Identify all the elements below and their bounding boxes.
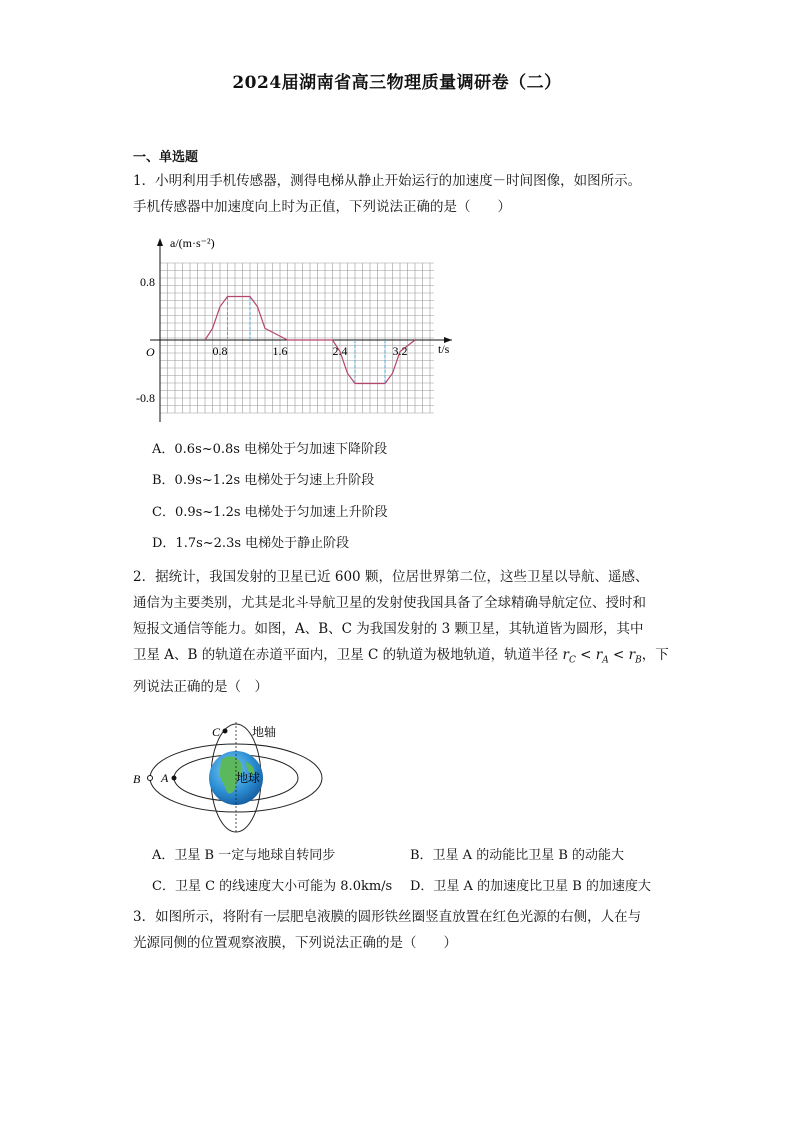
x-tick-label: 1.6 [272,344,288,358]
section-title: 一、单选题 [133,150,199,165]
q1-option-b[interactable]: B．0.9s~1.2s 电梯处于匀速上升阶段 [152,473,375,488]
satellite-c-dot [223,729,228,734]
label-a: A [161,771,169,785]
q2-stem [133,564,673,700]
q2-option-b[interactable]: B．卫星 A 的动能比卫星 B 的动能大 [410,848,625,863]
q3-line-1: 3．如图所示，将附有一层肥皂液膜的圆形铁丝圈竖直放置在红色光源的右侧，人在与 [133,909,642,925]
label-b: B [133,772,141,786]
q2-line-4b: ，下 [641,647,669,663]
q2-line-4: 卫星 A、B 的轨道在赤道平面内，卫星 C 的轨道为极地轨道，轨道半径 $r_C < r_A < r_B$，下 [133,647,669,666]
x-tick-label: 2.4 [332,344,348,358]
x-tick-label: 3.2 [392,344,408,358]
label-earth: 地球 [236,771,261,785]
q1-line-2: 手机传感器中加速度向上时为正值，下列说法正确的是（ ） [133,199,511,215]
q2-option-d[interactable]: D．卫星 A 的加速度比卫星 B 的加速度大 [410,879,651,894]
y-axis-arrow [157,238,163,246]
q2-orbit-diagram [128,720,328,836]
q2-line-3: 短报文通信等能力。如图，A、B、C 为我国发射的 3 颗卫星，其轨道皆为圆形，其中 [133,621,644,637]
q2-line-4a: 卫星 A、B 的轨道在赤道平面内，卫星 C 的轨道为极地轨道，轨道半径 [133,647,563,663]
q1-option-c[interactable]: C．0.9s~1.2s 电梯处于匀加速上升阶段 [152,505,388,520]
satellite-b-dot [148,776,153,781]
label-axis: 地轴 [252,725,277,739]
q3-stem [133,904,673,956]
q1-option-d[interactable]: D．1.7s~2.3s 电梯处于静止阶段 [152,536,350,551]
origin-label: O [146,345,155,359]
q1-stem [133,168,673,220]
y-tick-label: 0.8 [140,275,155,289]
q2-line-1: 2．据统计，我国发射的卫星已近 600 颗，位居世界第二位，这些卫星以导航、遥感、 [133,569,649,585]
q1-line-1: 1．小明利用手机传感器，测得电梯从静止开始运行的加速度－时间图像，如图所示。 [133,173,642,189]
q1-option-a[interactable]: A．0.6s~0.8s 电梯处于匀加速下降阶段 [152,442,388,457]
satellite-a-dot [172,776,177,781]
q1-acceleration-chart [130,232,460,424]
q2-option-c[interactable]: C．卫星 C 的线速度大小可能为 8.0km/s [152,879,393,894]
label-c: C [212,725,221,739]
x-tick-label: 0.8 [212,344,228,358]
q2-line-5: 列说法正确的是（ ） [133,678,268,695]
x-axis-label: t/s [438,342,450,356]
q2-option-a[interactable]: A．卫星 B 一定与地球自转同步 [152,848,336,863]
page-title: 2024届湖南省高三物理质量调研卷（二） [232,73,562,93]
q3-line-2: 光源同侧的位置观察液膜，下列说法正确的是（ ） [133,935,457,951]
q2-line-2: 通信为主要类别，尤其是北斗导航卫星的发射使我国具备了全球精确导航定位、授时和 [133,595,646,611]
y-axis-label: a/(m·s⁻²) [170,236,215,250]
y-tick-label: -0.8 [136,391,155,405]
